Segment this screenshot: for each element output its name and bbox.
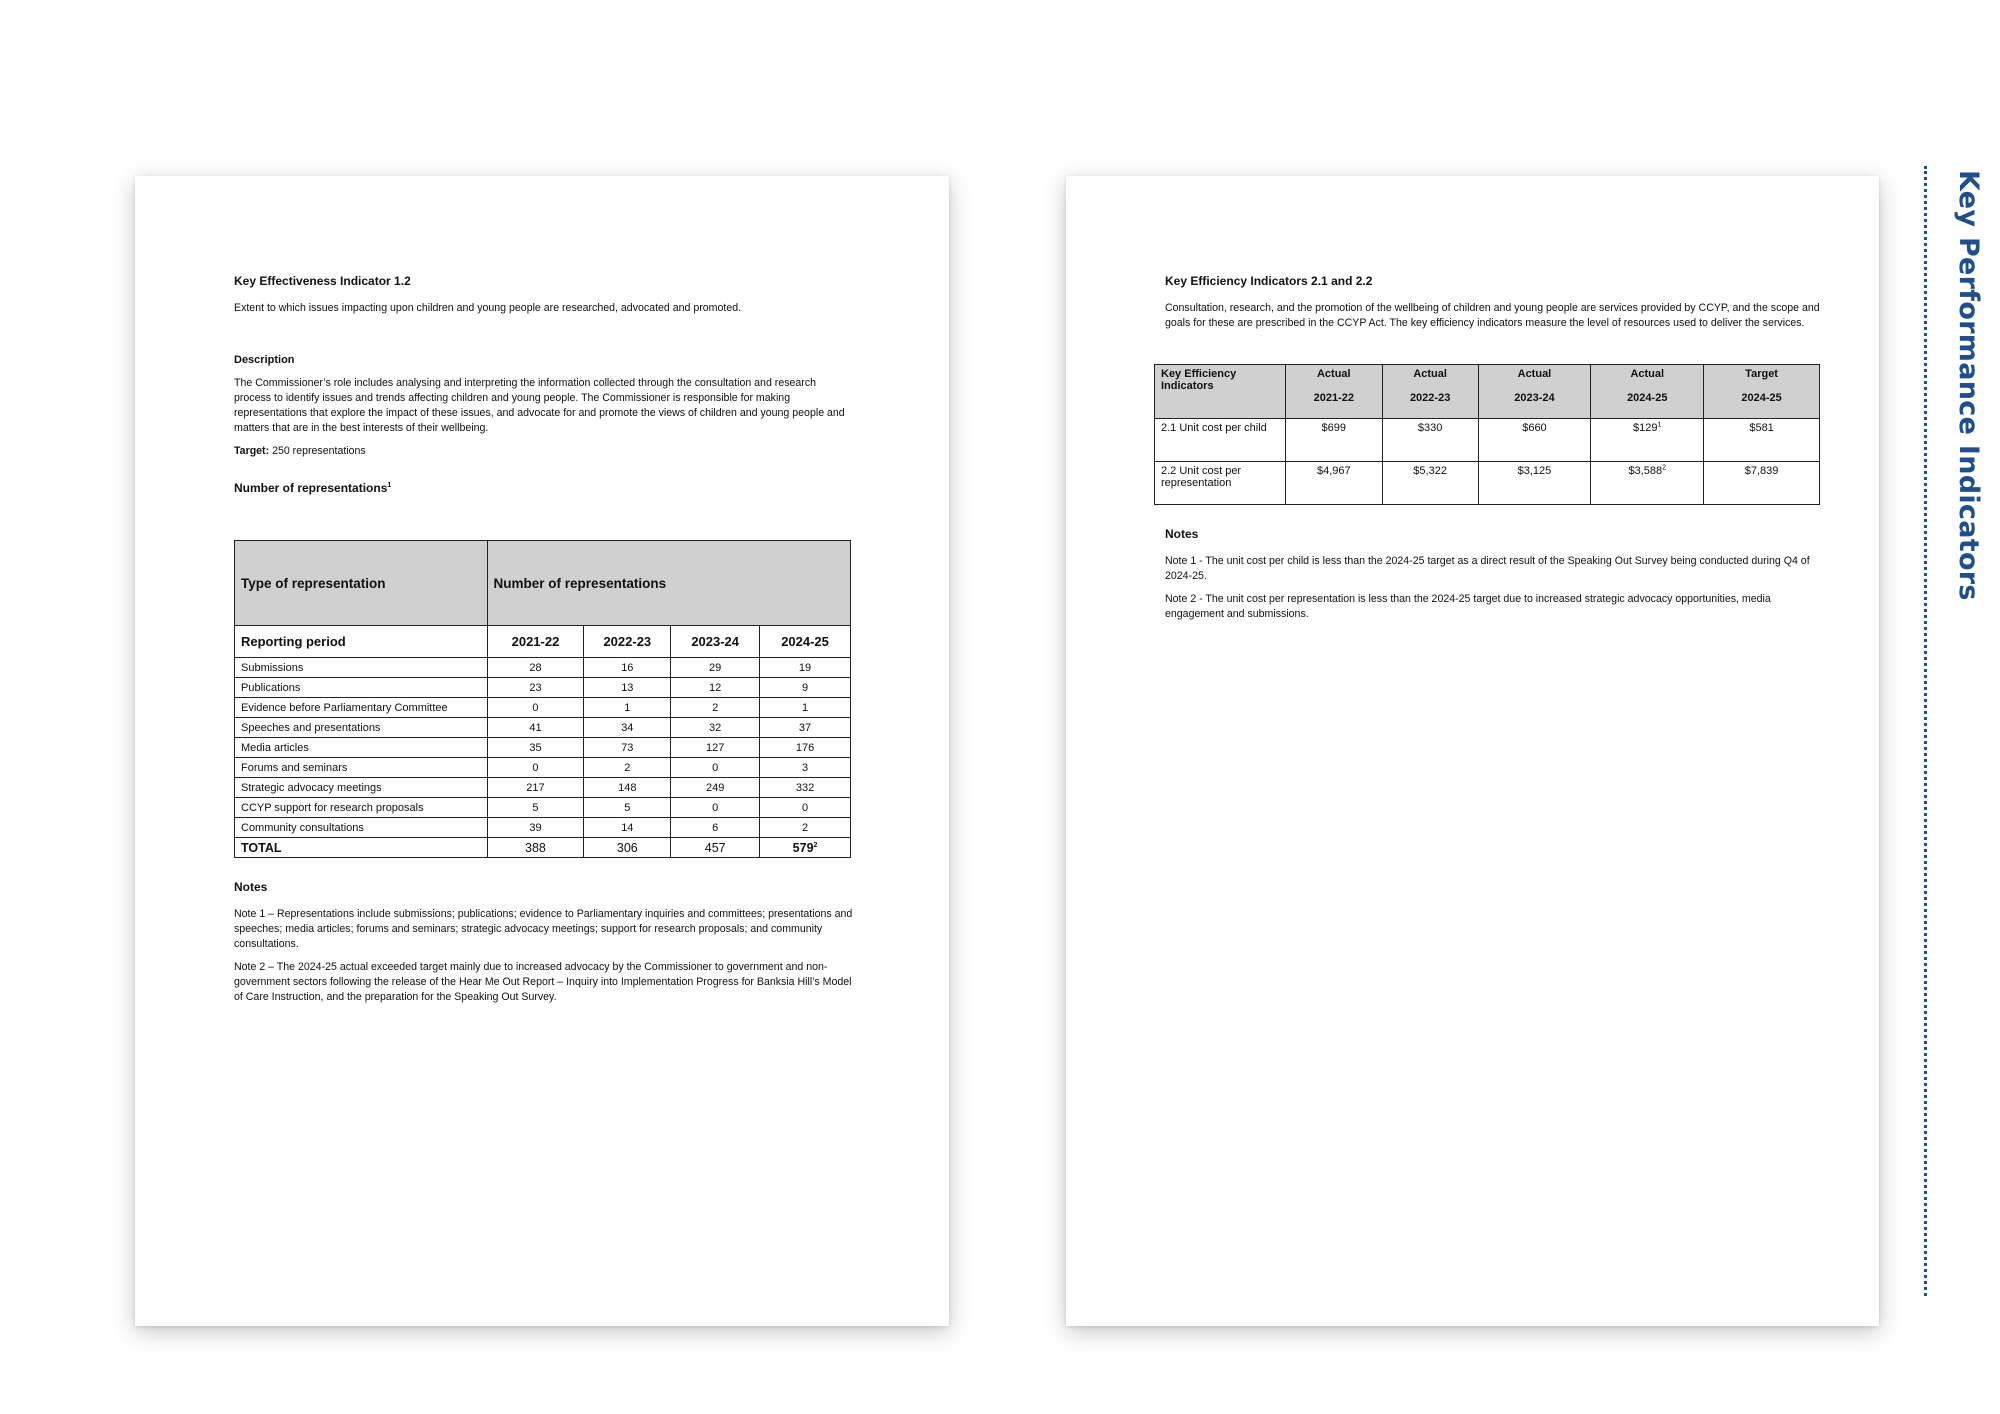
- value-cell: 3: [760, 758, 851, 778]
- document-page-right: [1066, 176, 1879, 1326]
- section-tab-text: Key Performance Indicators: [1953, 170, 1984, 601]
- note-1: Note 1 – Representations include submissions; publications; evidence to Parliamentary inquiries and committees; presentations and speeches; media articles; forums and seminars; strategic advocacy meetings; support for research proposals; and community consultations.: [234, 908, 853, 950]
- value-cell: $3,125: [1478, 462, 1591, 505]
- value-cell: 332: [760, 778, 851, 798]
- table-row: [235, 738, 851, 758]
- value-cell: $5,322: [1382, 462, 1478, 505]
- value-cell: 23: [487, 678, 584, 698]
- value-cell: 35: [487, 738, 584, 758]
- total-cell: 457: [671, 838, 760, 858]
- table-title-note: 1: [387, 482, 392, 489]
- target-label: Target:: [234, 445, 270, 457]
- notes-heading: Notes: [234, 880, 268, 894]
- value-cell: 5: [487, 798, 584, 818]
- value-cell: 28: [487, 658, 584, 678]
- indicator-header: Key Efficiency Indicators: [1155, 365, 1286, 419]
- value-cell: 249: [671, 778, 760, 798]
- table-row: [235, 798, 851, 818]
- value-cell: 39: [487, 818, 584, 838]
- period-cell: 2021-22: [487, 626, 584, 658]
- period-cell: 2022-23: [584, 626, 671, 658]
- row-label: Forums and seminars: [235, 758, 488, 778]
- total-label: TOTAL: [235, 838, 488, 858]
- type-header: Type of representation: [235, 541, 488, 626]
- row-label: Speeches and presentations: [235, 718, 488, 738]
- value-cell: 127: [671, 738, 760, 758]
- section-tab-label: [1942, 170, 1984, 601]
- total-row: [235, 838, 851, 858]
- value-cell: 1: [760, 698, 851, 718]
- value-cell: $3,588$^2$: [1591, 462, 1704, 505]
- value-cell: 37: [760, 718, 851, 738]
- value-cell: 12: [671, 678, 760, 698]
- description-text: The Commissioner’s role includes analysing and interpreting the information collected through the consultation and research process to identify issues and trends affecting children and young people. The Commissioner is responsible for making representations that explore the impact of these issues, and advocate for and promote the views of children and young people and matters that are in the best interests of their wellbeing.: [234, 377, 845, 434]
- table-title: [234, 481, 854, 495]
- value-cell: 41: [487, 718, 584, 738]
- value-cell: 0: [671, 758, 760, 778]
- table-row: [235, 658, 851, 678]
- row-label: Media articles: [235, 738, 488, 758]
- value-cell: $4,967: [1285, 462, 1382, 505]
- description-heading: Description: [234, 354, 295, 366]
- value-cell: 29: [671, 658, 760, 678]
- row-label: Publications: [235, 678, 488, 698]
- value-cell: 19: [760, 658, 851, 678]
- indicator-intro: Consultation, research, and the promotion of the wellbeing of children and young people are services provided by CCYP, and the scope and goals for these are prescribed in the CCYP Act. The key efficiency indicators measure the level of resources used to deliver the services.: [1165, 302, 1820, 329]
- table-row: [235, 698, 851, 718]
- period-row: [235, 626, 851, 658]
- table-title-text: Number of representations: [234, 481, 388, 495]
- total-cell: 306: [584, 838, 671, 858]
- representations-table: [234, 540, 851, 858]
- value-cell: 0: [671, 798, 760, 818]
- table-row: [235, 718, 851, 738]
- row-label: Community consultations: [235, 818, 488, 838]
- note-1: Note 1 - The unit cost per child is less than the 2024-25 target as a direct result of the Speaking Out Survey being conducted during Q4 of 2024-25.: [1165, 555, 1810, 582]
- value-cell: 1: [584, 698, 671, 718]
- number-header: Number of representations: [487, 541, 850, 626]
- value-cell: 148: [584, 778, 671, 798]
- total-cell: [760, 838, 851, 858]
- table-row: [235, 778, 851, 798]
- document-page-left: [135, 176, 949, 1326]
- efficiency-table: [1154, 364, 1820, 505]
- value-cell: $\$129^1$: [1591, 419, 1704, 462]
- value-cell: 217: [487, 778, 584, 798]
- table-header-row: [235, 541, 851, 626]
- notes-heading: Notes: [1165, 527, 1199, 541]
- column-header: Actual 2023-24: [1478, 365, 1591, 419]
- total-note: 2: [813, 841, 818, 849]
- value-cell: 2: [671, 698, 760, 718]
- page-content: [234, 274, 854, 1005]
- value-cell: 2: [760, 818, 851, 838]
- column-header: Target 2024-25: [1704, 365, 1820, 419]
- value-cell: $7,839: [1704, 462, 1820, 505]
- value-cell: 176: [760, 738, 851, 758]
- total-cell: 388: [487, 838, 584, 858]
- row-label: Evidence before Parliamentary Committee: [235, 698, 488, 718]
- value-cell: $581: [1704, 419, 1820, 462]
- indicator-heading: Key Effectiveness Indicator 1.2: [234, 274, 411, 288]
- column-header: Actual 2021-22: [1285, 365, 1382, 419]
- row-label: Strategic advocacy meetings: [235, 778, 488, 798]
- value-cell: 13: [584, 678, 671, 698]
- row-label: 2.2 Unit cost per representation: [1155, 462, 1286, 505]
- period-cell: 2024-25: [760, 626, 851, 658]
- value-cell: 14: [584, 818, 671, 838]
- value-cell: 0: [487, 698, 584, 718]
- target-value: 250 representations: [269, 445, 366, 457]
- efficiency-row: [1155, 462, 1820, 505]
- value-cell: $699: [1285, 419, 1382, 462]
- value-cell: 0: [760, 798, 851, 818]
- row-label: Submissions: [235, 658, 488, 678]
- note-2: Note 2 - The unit cost per representation is less than the 2024-25 target due to increased strategic advocacy opportunities, media engagement and submissions.: [1165, 593, 1771, 620]
- table-row: [235, 818, 851, 838]
- table-row: [235, 758, 851, 778]
- value-cell: 9: [760, 678, 851, 698]
- page-content: [1161, 274, 1825, 622]
- indicator-intro: Extent to which issues impacting upon children and young people are researched, advocated and promoted.: [234, 302, 742, 314]
- total-value: 579: [792, 840, 814, 855]
- value-cell: $660: [1478, 419, 1591, 462]
- value-cell: 16: [584, 658, 671, 678]
- column-header: Actual 2024-25: [1591, 365, 1704, 419]
- value-cell: 6: [671, 818, 760, 838]
- value-cell: 73: [584, 738, 671, 758]
- efficiency-row: [1155, 419, 1820, 462]
- indicator-heading: Key Efficiency Indicators 2.1 and 2.2: [1165, 274, 1373, 288]
- value-cell: $330: [1382, 419, 1478, 462]
- value-cell: 32: [671, 718, 760, 738]
- table-row: [235, 678, 851, 698]
- value-cell: 5: [584, 798, 671, 818]
- period-cell: 2023-24: [671, 626, 760, 658]
- column-header: Actual 2022-23: [1382, 365, 1478, 419]
- value-cell: 0: [487, 758, 584, 778]
- note-2: Note 2 – The 2024-25 actual exceeded target mainly due to increased advocacy by the Commissioner to government and non-government sectors following the release of the Hear Me Out Report – Inquiry into Implementation Progress for Banksia Hill’s Model of Care Instruction, and the preparation for the Speaking Out Survey.: [234, 961, 852, 1003]
- value-cell: 34: [584, 718, 671, 738]
- row-label: CCYP support for research proposals: [235, 798, 488, 818]
- row-label: 2.1 Unit cost per child: [1155, 419, 1286, 462]
- efficiency-header-row: [1155, 365, 1820, 419]
- period-label: Reporting period: [235, 626, 488, 658]
- value-cell: 2: [584, 758, 671, 778]
- value-note: 2: [1662, 464, 1667, 472]
- target-line: [234, 444, 854, 459]
- value-note: 1: [1657, 421, 1662, 429]
